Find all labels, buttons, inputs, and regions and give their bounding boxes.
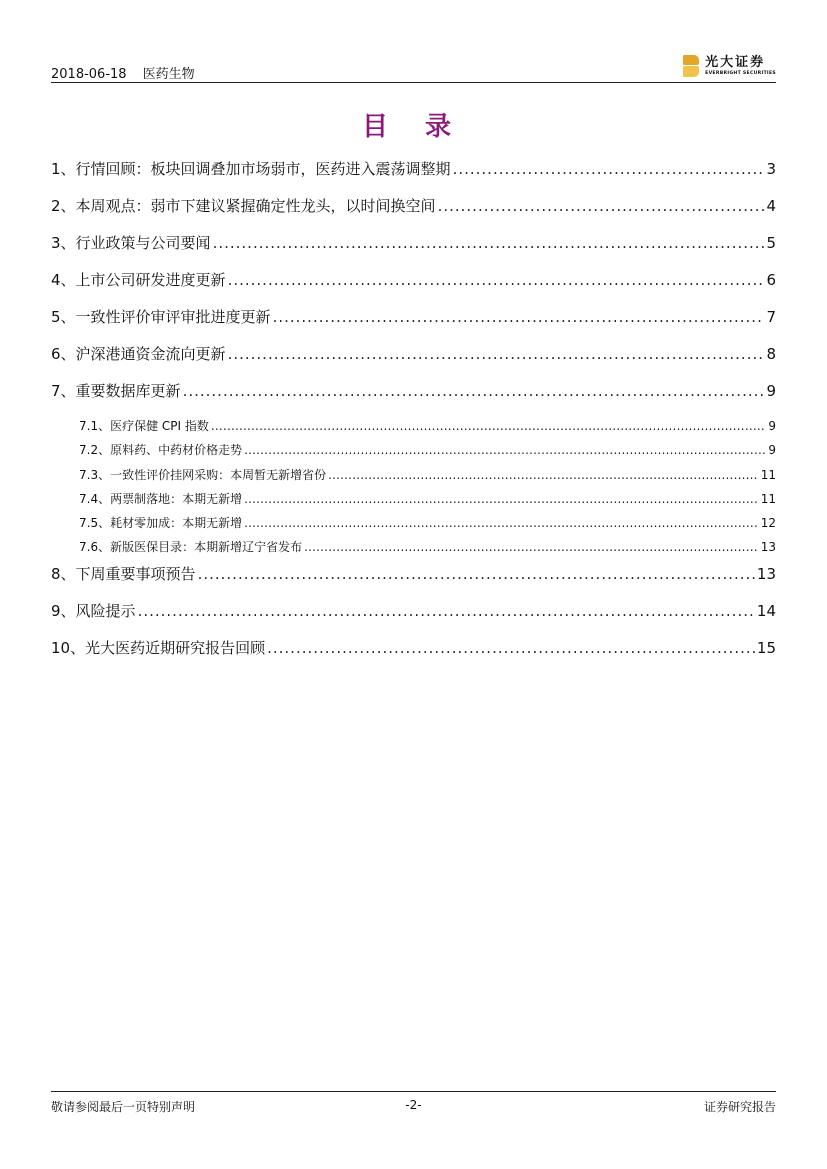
toc-entry[interactable] xyxy=(51,465,776,489)
toc-entry-number: 4、 xyxy=(51,271,76,289)
toc-entry-number: 9、 xyxy=(51,601,76,620)
logo-mark-icon xyxy=(683,55,699,77)
toc-entry[interactable] xyxy=(51,562,776,599)
toc-entry-number: 1、 xyxy=(51,160,76,178)
toc-entry-page: 11 xyxy=(760,491,776,506)
page-footer xyxy=(51,1091,776,1118)
toc-entry-label: 行业政策与公司要闻 xyxy=(75,234,211,252)
toc-leader-dots xyxy=(244,513,759,533)
toc-entry[interactable] xyxy=(51,342,776,379)
toc-entry-page: 14 xyxy=(756,601,776,620)
toc-leader-dots xyxy=(244,440,766,460)
toc-entry-label: 沪深港通资金流向更新 xyxy=(75,345,226,363)
toc-entry[interactable] xyxy=(51,416,776,440)
everbright-logo xyxy=(683,52,776,80)
toc-entry-page: 9 xyxy=(768,443,776,458)
toc-entry-page: 9 xyxy=(768,419,776,433)
toc-entry-number: 2、 xyxy=(51,197,76,215)
toc-leader-dots xyxy=(228,268,765,292)
toc-leader-dots xyxy=(138,599,755,623)
toc-leader-dots xyxy=(198,562,755,586)
toc-entry-number: 7.6、 xyxy=(79,540,111,555)
toc-entry[interactable] xyxy=(51,440,776,464)
toc-entry-page: 7 xyxy=(766,308,776,326)
toc-entry-number: 3、 xyxy=(51,234,76,252)
toc-entry-label: 上市公司研发进度更新 xyxy=(75,271,226,289)
toc-leader-dots xyxy=(244,489,759,509)
toc-entry-number: 8、 xyxy=(51,564,76,583)
toc-entry[interactable] xyxy=(51,268,776,305)
toc-entry[interactable] xyxy=(51,194,776,231)
toc-entry-page: 4 xyxy=(766,197,776,215)
toc-entry-label: 耗材零加成：本期无新增 xyxy=(110,516,243,531)
page-header xyxy=(51,52,776,83)
toc-entry-page: 8 xyxy=(766,345,776,363)
toc-entry-label: 光大医药近期研究报告回顾 xyxy=(85,638,266,657)
toc-entry[interactable] xyxy=(51,489,776,513)
toc-entry-number: 7.4、 xyxy=(79,491,111,506)
toc-entry-label: 原料药、中药材价格走势 xyxy=(110,443,243,458)
toc-entry-number: 7.1、 xyxy=(79,419,111,433)
table-of-contents xyxy=(51,157,776,673)
toc-leader-dots xyxy=(304,537,759,557)
toc-entry[interactable] xyxy=(51,157,776,194)
sector-name: 医药生物 xyxy=(142,67,195,82)
toc-leader-dots xyxy=(453,157,765,181)
footer-page-number: -2- xyxy=(405,1098,422,1112)
toc-leader-dots xyxy=(438,194,765,218)
toc-entry-label: 本周观点：弱市下建议紧握确定性龙头，以时间换空间 xyxy=(75,197,436,215)
toc-entry-page: 13 xyxy=(760,540,776,555)
toc-leader-dots xyxy=(328,465,759,485)
toc-leader-dots xyxy=(211,416,766,436)
toc-entry-label: 医疗保健 CPI 指数 xyxy=(110,419,209,433)
footer-disclaimer: 敬请参阅最后一页特别声明 xyxy=(51,1100,196,1114)
toc-entry-page: 11 xyxy=(760,467,776,482)
toc-entry-number: 7.3、 xyxy=(79,467,111,482)
toc-entry-page: 13 xyxy=(756,564,776,583)
toc-entry-number: 7.2、 xyxy=(79,443,111,458)
toc-entry[interactable] xyxy=(51,513,776,537)
toc-leader-dots xyxy=(183,379,765,403)
toc-entry-label: 行情回顾：板块回调叠加市场弱市，医药进入震荡调整期 xyxy=(75,160,451,178)
toc-entry-number: 10、 xyxy=(51,638,86,657)
toc-title: 目 录 xyxy=(361,112,466,142)
logo-en-text: EVERBRIGHT SECURITIES xyxy=(705,70,776,76)
toc-entry[interactable] xyxy=(51,305,776,342)
toc-leader-dots xyxy=(213,231,765,255)
toc-entry-label: 新版医保目录：本期新增辽宁省发布 xyxy=(110,540,303,555)
report-date: 2018-06-18 xyxy=(51,67,127,82)
toc-entry[interactable] xyxy=(51,636,776,673)
toc-entry-label: 下周重要事项预告 xyxy=(75,564,196,583)
toc-entry-label: 两票制落地：本期无新增 xyxy=(110,491,243,506)
toc-entry[interactable] xyxy=(51,231,776,268)
toc-leader-dots xyxy=(228,342,765,366)
toc-entry-page: 15 xyxy=(756,638,776,657)
toc-entry-page: 5 xyxy=(766,234,776,252)
toc-entry-page: 3 xyxy=(766,160,776,178)
toc-entry-number: 5、 xyxy=(51,308,76,326)
logo-cn-text: 光大证券 xyxy=(705,54,766,70)
toc-leader-dots xyxy=(267,636,755,660)
toc-entry-label: 一致性评价审评审批进度更新 xyxy=(75,308,271,326)
toc-entry-page: 9 xyxy=(766,382,776,400)
toc-entry-label: 重要数据库更新 xyxy=(75,382,181,400)
toc-entry[interactable] xyxy=(51,599,776,636)
toc-entry-page: 12 xyxy=(760,516,776,531)
footer-report-type: 证券研究报告 xyxy=(703,1100,776,1114)
header-text xyxy=(51,63,195,82)
toc-entry-number: 6、 xyxy=(51,345,76,363)
toc-entry[interactable] xyxy=(51,537,776,561)
toc-entry-label: 一致性评价挂网采购：本周暂无新增省份 xyxy=(110,467,327,482)
toc-entry-page: 6 xyxy=(766,271,776,289)
toc-entry[interactable] xyxy=(51,379,776,416)
toc-entry-number: 7.5、 xyxy=(79,516,111,531)
toc-entry-label: 风险提示 xyxy=(75,601,136,620)
toc-entry-number: 7、 xyxy=(51,382,76,400)
toc-leader-dots xyxy=(273,305,765,329)
